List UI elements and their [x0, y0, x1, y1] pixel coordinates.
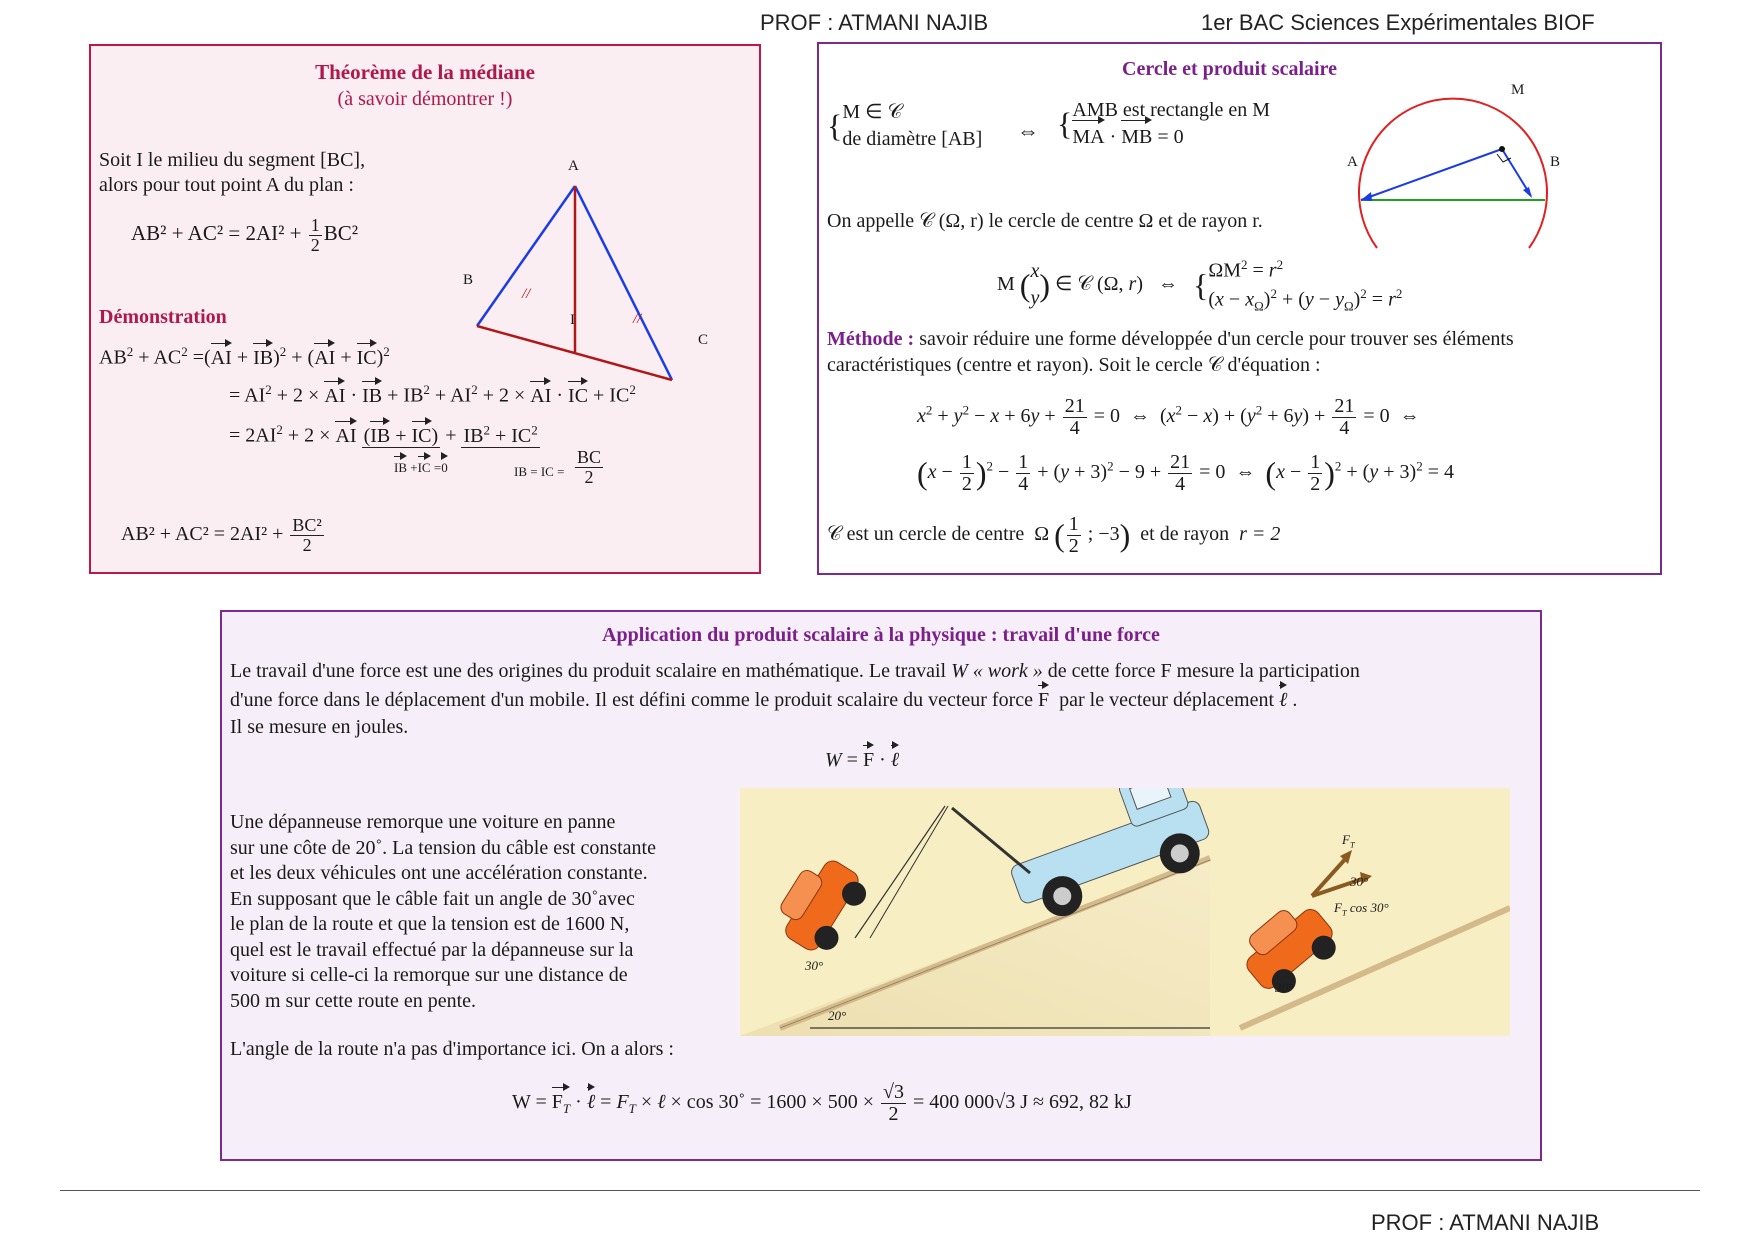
bc-denominator: 2 — [584, 466, 594, 487]
sqrt3-num: √3 — [882, 1081, 904, 1103]
work-definition-formula: W = F · ℓ — [825, 749, 900, 771]
sys2-line-a: AMB est rectangle en M — [1072, 99, 1271, 121]
bc-numerator: BC — [577, 447, 602, 467]
segment-ac — [575, 186, 672, 380]
sys1-line-a: M ∈ 𝒞 — [842, 101, 903, 123]
conclusion-a: 𝒞 est un cercle de centre — [827, 523, 1025, 546]
problem-line-7: voiture si celle-ci la remorque sur une distance de — [230, 964, 628, 986]
median-final-formula — [121, 516, 326, 555]
problem-line-3: et les deux véhicules ont une accélération constante. — [230, 862, 648, 884]
problem-line-4: En supposant que le câble fait un angle de 30˚avec — [230, 887, 635, 910]
circle-equation-2: (x − $\frac{1}{2}$ )$^2$ − $\frac{1}{4}$ + $(y + 3)^2 - 9$ + $\frac{21}{4}$ = 0 ⇔ (x − $\frac{1}{2}$ )$^2 + (y + 3)^2 = 4$ — [917, 451, 1454, 495]
frac-21c-num: 21 — [1170, 451, 1191, 473]
header-prof: PROF : ATMANI NAJIB — [760, 10, 989, 35]
under-eq-text: IB = IC = — [514, 464, 565, 479]
circle-label-a: A — [1347, 154, 1358, 170]
physics-paragraph-3: Il se mesure en joules. — [230, 716, 409, 738]
circle-definition: On appelle 𝒞 (Ω, r) le cercle de centre Ω et de rayon r. — [827, 210, 1263, 232]
result-end: = 400 000√3 J ≈ 692, 82 kJ — [912, 1091, 1132, 1114]
circle-figure — [1353, 80, 1553, 252]
median-formula-right: BC² — [323, 221, 359, 246]
p2-b: par le vecteur déplacement — [1059, 689, 1274, 711]
physics-after-text: L'angle de la route n'a pas d'importance ici. On a alors : — [230, 1038, 674, 1060]
demo-title: Démonstration — [99, 306, 227, 328]
median-intro-1: Soit I le milieu du segment [BC], — [99, 149, 366, 171]
ft-label — [1342, 832, 1355, 850]
underbrace-eq — [514, 464, 564, 480]
tow-truck-drawing — [740, 788, 1510, 1036]
final-denominator: 2 — [302, 534, 312, 555]
final-numerator: BC² — [292, 515, 322, 535]
towed-car — [768, 849, 873, 961]
sqrt3-den: 2 — [888, 1103, 899, 1125]
ft-cos-text: cos 30° — [1349, 900, 1389, 915]
problem-line-2: sur une côte de 20˚. La tension du câble est constante — [230, 836, 656, 859]
median-subtitle: (à savoir démontrer !) — [337, 88, 513, 110]
tow-truck-illustration — [740, 788, 1510, 1036]
circle-label-b: B — [1550, 154, 1561, 170]
median-intro-2: alors pour tout point A du plan : — [99, 174, 354, 196]
work-result-formula: $W = F_T$ · ℓ = $F_T$ × ℓ × cos 30˚ = 1600 × 500 × $\frac{√3}{2}$ = 400 000√3 J ≈ 692, 82 kJ — [512, 1081, 1132, 1125]
circle-system-1: {M ∈ 𝒞 de diamètre [AB] — [827, 101, 983, 150]
final-left: AB² + AC² = 2AI² + — [121, 522, 284, 545]
ft-sub: T — [1349, 839, 1355, 850]
median-triangle-figure — [461, 154, 771, 394]
problem-line-6: quel est le travail effectué par la dépanneuse sur la — [230, 938, 634, 961]
demo-line-3: = $2AI^2 + 2$ × AI $(IB + IC) + IB^2 + IC^2$ — [229, 422, 538, 447]
ft-letter: F — [1342, 832, 1350, 847]
problem-line-5: le plan de la route et que la tension est de 1600 N, — [230, 913, 630, 935]
conclusion-r: r = 2 — [1239, 523, 1281, 546]
ft-cos-label: $F_T$ cos 30° — [1334, 900, 1389, 918]
segment-ma — [1361, 149, 1502, 200]
frac-21-num: 21 — [1064, 395, 1085, 417]
tick-mark-1: // — [522, 286, 531, 302]
segment-ab — [477, 186, 575, 326]
frac-21b-den: 4 — [1339, 417, 1350, 439]
median-theorem-box — [89, 44, 761, 574]
demo-line-1: $AB^2 + AC^2 =(AI + IB)^2 + (AI + IC)^2$ — [99, 344, 390, 369]
label-a: A — [568, 158, 579, 174]
method-label: Méthode : — [827, 328, 915, 350]
half-numerator: 1 — [310, 215, 320, 235]
circle-system-2: {AMB est rectangle en M MA · MB = 0 — [1057, 97, 1270, 151]
p1-a: Le travail d'une force est une des origines du produit scalaire en mathématique. Le travail — [230, 660, 952, 682]
half-denominator: 2 — [310, 234, 320, 255]
median-title: Théorème de la médiane — [315, 60, 535, 84]
frac-21-den: 4 — [1069, 417, 1080, 439]
underbrace-fraction — [573, 448, 605, 487]
sys2-eq-zero: = 0 — [1157, 126, 1184, 148]
p2-a: d'une force dans le déplacement d'un mobile. Il est défini comme le produit scalaire du vecteur force — [230, 689, 1033, 711]
frac-21b-num: 21 — [1334, 395, 1355, 417]
frac-21c-den: 4 — [1175, 473, 1186, 495]
physics-work-box — [220, 610, 1542, 1161]
circle-title: Cercle et produit scalaire — [1122, 58, 1337, 80]
circle-conclusion: 𝒞 est un cercle de centre Ω ( $\frac{1}{2}$ ; −3) et de rayon r = 2 — [827, 513, 1281, 557]
label-i: I — [570, 312, 575, 328]
footer-divider — [60, 1190, 1700, 1191]
p1-work: W « work » — [951, 660, 1043, 682]
median-formula-left: AB² + AC² = 2AI² + — [131, 221, 302, 246]
bc-over-two — [575, 448, 603, 487]
angle-30-road: 30° — [1275, 980, 1294, 995]
circle-cartesian: M (x y) ∈ 𝒞 (Ω, r) ⇔ {$\Omega M^2 = r^2$ $(x - x_\Omega)^2 + (y - y_\Omega)^2 = r^2$ — [997, 257, 1403, 314]
physics-paragraph-2: d'une force dans le déplacement d'un mobile. Il est défini comme le produit scalaire du vecteur force F par le vecteur déplacement ℓ . — [230, 689, 1298, 711]
circle-equation-1: $x^2 + y^2 - x + 6y$ + $\frac{21}{4}$ = 0 ⇔ $(x^2 - x) + (y^2 + 6y)$ + $\frac{21}{4}$ = 0 ⇔ — [917, 395, 1420, 439]
median-half-fraction — [309, 216, 322, 255]
footer-prof: PROF : ATMANI NAJIB — [1371, 1210, 1600, 1235]
circle-scalar-box — [817, 42, 1662, 575]
final-fraction — [290, 516, 323, 555]
physics-title: Application du produit scalaire à la physique : travail d'une force — [602, 624, 1160, 646]
angle-30-detail: 30° — [1350, 874, 1369, 889]
p1-b: de cette force F mesure la participation — [1042, 660, 1360, 682]
circle-equiv: ⇔ — [1017, 118, 1039, 143]
underbrace-zero: IB +IC =0 — [394, 460, 448, 475]
circle-label-m: M — [1511, 82, 1525, 98]
problem-line-8: 500 m sur cette route en pente. — [230, 989, 477, 1012]
demo-line-2: = $AI^2 + 2$ × AI · IB + $IB^2 + AI^2 + 2$ × AI · IC + $IC^2$ — [229, 382, 636, 407]
method-line-2: caractéristiques (centre et rayon). Soit le cercle 𝒞 d'équation : — [827, 354, 1321, 376]
problem-text — [230, 810, 708, 1014]
label-b: B — [463, 272, 474, 288]
label-c: C — [698, 332, 709, 348]
method-line-1 — [827, 328, 1514, 351]
sys2-line-b: MA · MB = 0 — [1072, 126, 1183, 148]
conclusion-b: et de rayon — [1140, 523, 1230, 546]
sys1-line-b: de diamètre [AB] — [842, 128, 983, 150]
header-level: 1er BAC Sciences Expérimentales BIOF — [1201, 10, 1595, 35]
angle-20: 20° — [828, 1008, 847, 1023]
tick-mark-2: // — [633, 311, 642, 327]
problem-line-1: Une dépanneuse remorque une voiture en panne — [230, 811, 616, 833]
method-text-1: savoir réduire une forme développée d'un cercle pour trouver ses éléments — [914, 328, 1514, 350]
physics-paragraph-1 — [230, 660, 1360, 683]
angle-30-left: 30° — [805, 958, 824, 973]
median-formula — [131, 216, 358, 255]
